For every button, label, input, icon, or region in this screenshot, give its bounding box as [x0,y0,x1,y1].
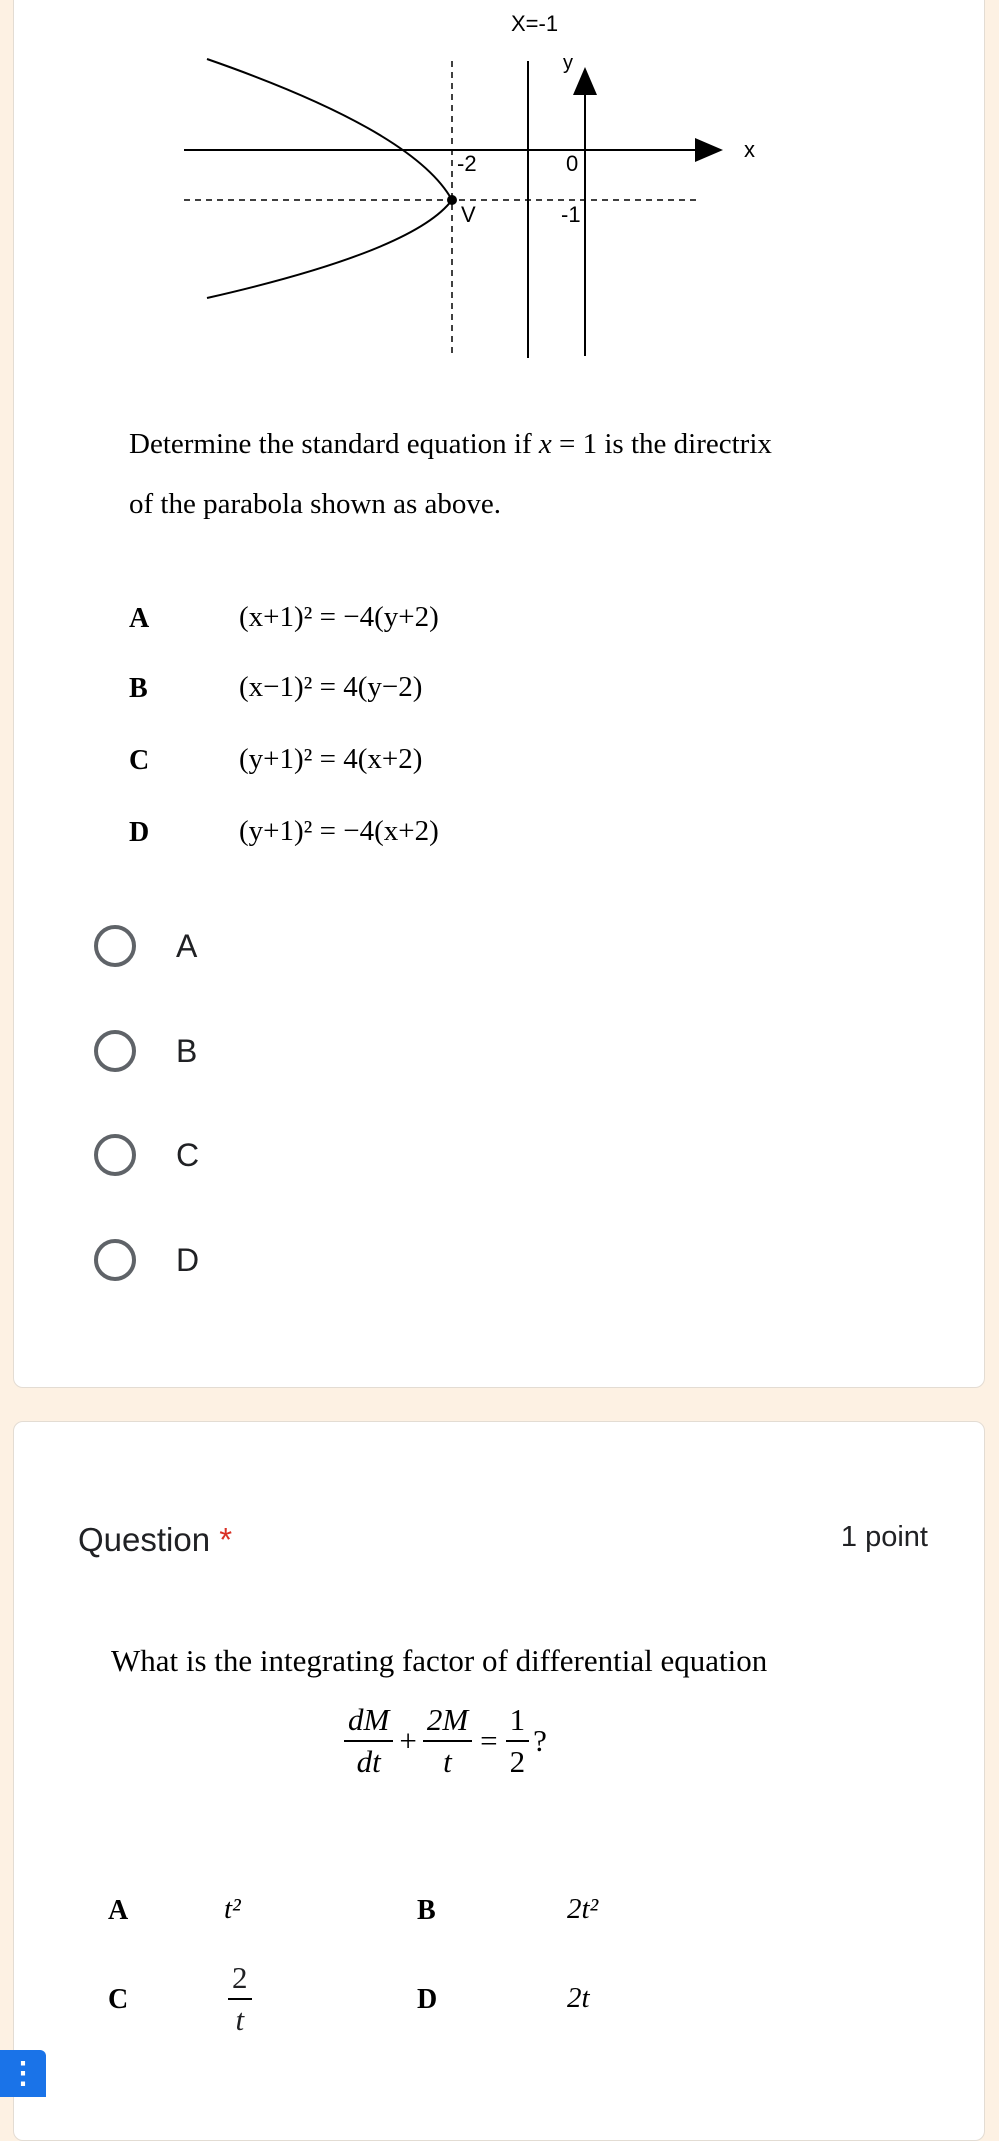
q2-option-letter-b: B [417,1895,436,1926]
question-text-line1 [129,428,772,461]
q2-option-value-c [228,1960,252,2038]
question-card-1 [13,0,985,1388]
fraction-dm-dt [344,1702,393,1780]
y-axis-label: y [563,52,573,74]
fraction-denominator: 2 [509,1744,526,1779]
question-text-part: Determine the standard equation if [129,428,539,460]
question-text: What is the integrating factor of differential equation [111,1643,768,1678]
tick-label-neg1: -1 [561,202,581,227]
option-letter-b: B [129,673,148,704]
fraction-numerator: 2 [228,1960,252,2000]
q2-option-value-b: 2t² [567,1893,599,1925]
plus-sign: + [399,1723,417,1758]
option-equation-b: (x−1)² = 4(y−2) [239,671,423,703]
q2-option-letter-c: C [108,1984,129,2015]
question-mark: ? [533,1723,547,1758]
radio-choice-b[interactable] [94,1023,197,1079]
option-letter-a: A [129,603,150,634]
vertex-point [447,195,457,205]
radio-label-b: B [176,1032,198,1069]
q2-option-letter-d: D [417,1984,438,2015]
radio-choice-a[interactable] [94,918,197,974]
q2-option-letter-a: A [108,1895,129,1926]
directrix-label: X=-1 [511,11,559,36]
radio-button-c[interactable] [94,1134,136,1176]
more-vert-icon[interactable]: ⋮ [0,2050,46,2097]
required-asterisk: * [219,1521,233,1558]
question-text-line2: of the parabola shown as above. [129,488,502,520]
option-equation-c: (y+1)² = 4(x+2) [239,743,423,775]
parabola-curve [207,59,452,298]
question-title-text: Question [78,1521,211,1558]
fraction-2m-t [423,1702,472,1780]
fraction-1-2 [506,1702,530,1780]
radio-label-a: A [176,927,198,964]
tick-label-origin: 0 [566,151,579,176]
question-card-2 [13,1421,985,2141]
radio-button-a[interactable] [94,925,136,967]
q2-option-value-a: t² [224,1893,241,1925]
question-math-var: x [538,428,552,460]
parabola-graph [14,1,986,411]
question-title [78,1521,232,1559]
fraction-denominator: t [235,2002,245,2037]
radio-label-c: C [176,1136,200,1173]
radio-button-d[interactable] [94,1239,136,1281]
tick-label-neg2: -2 [457,151,477,176]
option-letter-d: D [129,817,150,848]
option-equation-d: (y+1)² = −4(x+2) [239,815,439,847]
fraction-denominator: dt [356,1744,381,1779]
q2-option-value-d: 2t [567,1982,590,2014]
option-equation-a: (x+1)² = −4(y+2) [239,601,439,633]
radio-button-b[interactable] [94,1030,136,1072]
equals-sign: = [480,1723,498,1758]
points-label: 1 point [840,1521,928,1553]
fraction-numerator: 1 [506,1702,530,1742]
radio-choice-c[interactable] [94,1127,199,1183]
option-letter-c: C [129,745,150,776]
differential-equation [344,1702,547,1780]
fraction-numerator: 2M [423,1702,472,1742]
radio-label-d: D [176,1241,200,1278]
radio-choice-d[interactable] [94,1232,199,1288]
x-axis-label: x [744,137,755,162]
fraction-numerator: dM [344,1702,393,1742]
fraction-denominator: t [443,1744,452,1779]
vertex-label: V [461,202,476,227]
question-text-part: is the directrix [597,428,772,460]
question-math-rest: = 1 [551,428,598,460]
